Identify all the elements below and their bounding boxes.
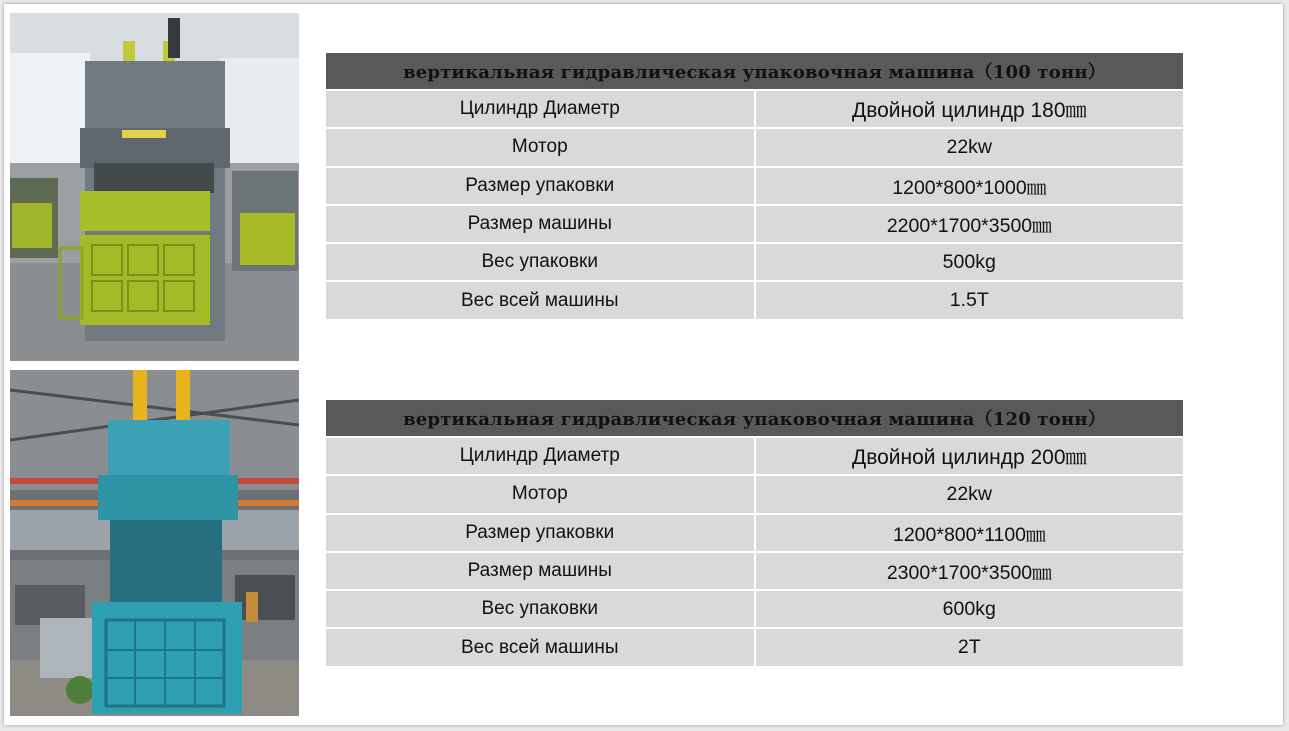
table-row: [326, 243, 1183, 281]
value-cell: 500kg: [755, 243, 1184, 281]
param-cell: Вес упаковки: [326, 590, 755, 628]
table-row: [326, 628, 1183, 665]
value-cell: 2300*1700*3500㎜: [755, 552, 1184, 590]
value-cell: 1200*800*1100㎜: [755, 514, 1184, 552]
param-cell: Цилиндр Диаметр: [326, 437, 755, 475]
spec-table-title: вертикальная гидравлическая упаковочная машина（120 тонн）: [326, 400, 1183, 437]
param-cell: Размер упаковки: [326, 514, 755, 552]
param-cell: Вес всей машины: [326, 628, 755, 665]
spec-table-120t: [326, 400, 1183, 666]
spec-table-100t: [326, 53, 1183, 319]
param-cell: Цилиндр Диаметр: [326, 90, 755, 128]
table-row: [326, 167, 1183, 205]
param-cell: Размер машины: [326, 205, 755, 243]
spec-table-title: вертикальная гидравлическая упаковочная машина（100 тонн）: [326, 53, 1183, 90]
table-row: [326, 514, 1183, 552]
param-cell: Размер машины: [326, 552, 755, 590]
value-cell: 600kg: [755, 590, 1184, 628]
table-row: [326, 128, 1183, 166]
value-cell: Двойной цилиндр 180㎜: [755, 90, 1184, 128]
param-cell: Размер упаковки: [326, 167, 755, 205]
table-row: [326, 590, 1183, 628]
machine-photo-120t: [10, 370, 299, 716]
machine-photo-100t: [10, 13, 299, 361]
value-cell: 1200*800*1000㎜: [755, 167, 1184, 205]
param-cell: Вес упаковки: [326, 243, 755, 281]
param-cell: Мотор: [326, 128, 755, 166]
table-row: [326, 281, 1183, 318]
value-cell: 2T: [755, 628, 1184, 665]
table-row: [326, 205, 1183, 243]
value-cell: 22kw: [755, 128, 1184, 166]
table-row: [326, 475, 1183, 513]
param-cell: Вес всей машины: [326, 281, 755, 318]
value-cell: 2200*1700*3500㎜: [755, 205, 1184, 243]
table-row: [326, 552, 1183, 590]
table-row: [326, 437, 1183, 475]
param-cell: Мотор: [326, 475, 755, 513]
table-row: [326, 90, 1183, 128]
slide: [4, 4, 1283, 725]
value-cell: 22kw: [755, 475, 1184, 513]
value-cell: Двойной цилиндр 200㎜: [755, 437, 1184, 475]
value-cell: 1.5T: [755, 281, 1184, 318]
